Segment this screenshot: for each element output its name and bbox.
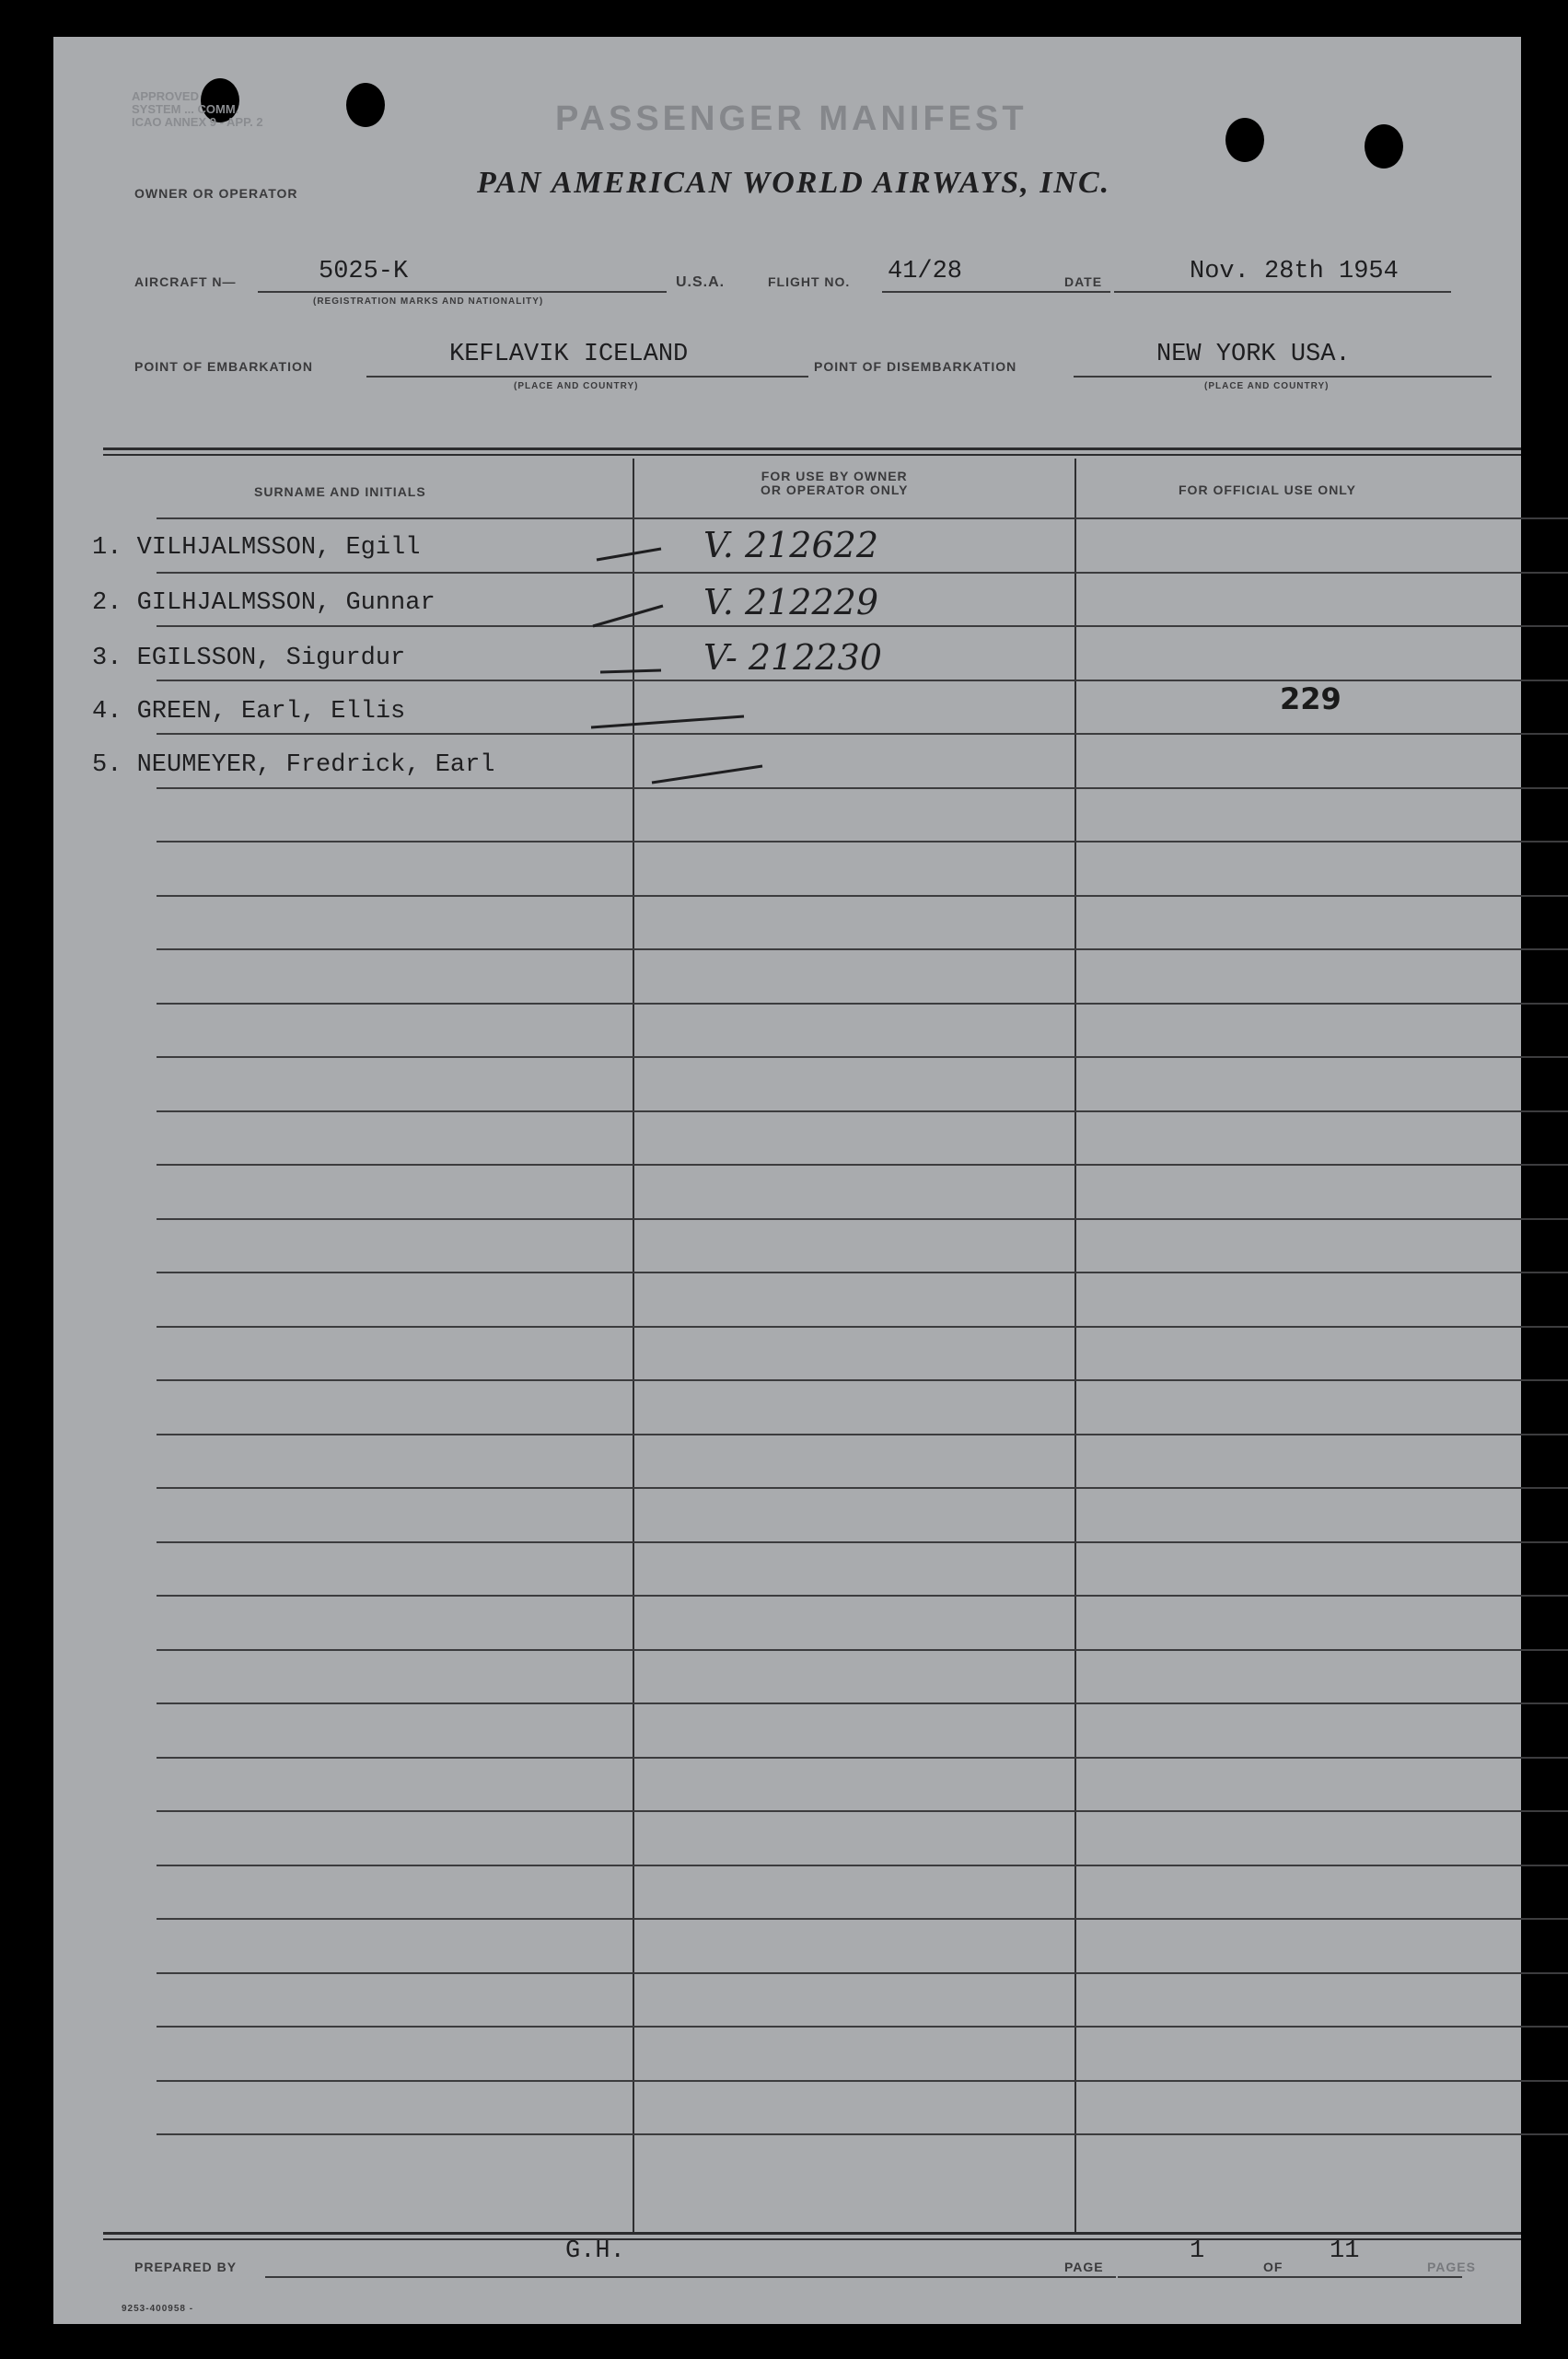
ruled-line	[157, 1003, 1568, 1005]
passenger-number: 5.	[92, 751, 122, 779]
passenger-name: NEUMEYER, Fredrick, Earl	[136, 751, 495, 779]
ruled-line	[157, 1757, 1568, 1759]
ruled-line	[157, 1379, 1568, 1381]
embarkation-sublabel: (PLACE AND COUNTRY)	[514, 381, 639, 391]
owner-note: V- 212230	[703, 637, 882, 678]
owner-label: OWNER OR OPERATOR	[134, 186, 298, 201]
flight-label: FLIGHT NO.	[768, 274, 851, 289]
date-label: DATE	[1064, 274, 1103, 289]
passenger-name: VILHJALMSSON, Egill	[136, 534, 421, 562]
ruled-line	[157, 2133, 1568, 2135]
table-top-rule	[103, 447, 1521, 450]
disembarkation-label: POINT OF DISEMBARKATION	[814, 359, 1017, 374]
ruled-line	[157, 1541, 1568, 1543]
prepared-underline	[265, 2276, 1116, 2278]
ruled-line	[157, 895, 1568, 897]
ruled-line	[157, 1487, 1568, 1489]
column-divider	[1074, 459, 1076, 2232]
of-label: OF	[1263, 2260, 1283, 2274]
form-code: 9253-400958 -	[122, 2304, 194, 2314]
check-stroke	[600, 670, 661, 672]
ruled-line	[157, 1164, 1568, 1166]
check-stroke	[591, 716, 744, 727]
page-value: 1	[1190, 2237, 1205, 2265]
of-underline	[1296, 2276, 1462, 2278]
ruled-line	[157, 1272, 1568, 1273]
passenger-row	[92, 751, 494, 779]
flight-underline	[882, 291, 1110, 293]
official-stamp: 229	[1280, 681, 1342, 716]
passenger-row	[92, 645, 405, 672]
passenger-row	[92, 534, 420, 562]
ruled-line	[157, 680, 1568, 681]
embarkation-label: POINT OF EMBARKATION	[134, 359, 313, 374]
prepared-value: G.H.	[565, 2237, 625, 2265]
ruled-line	[157, 517, 1568, 519]
ruled-line	[157, 1326, 1568, 1328]
page-underline	[1118, 2276, 1311, 2278]
ruled-line	[157, 625, 1568, 627]
approval-line: ICAO ANNEX 9 - APP. 2	[132, 115, 263, 129]
passenger-number: 3.	[92, 645, 122, 672]
pages-label: PAGES	[1427, 2260, 1476, 2274]
ruled-line	[157, 1056, 1568, 1058]
column-header-owner-use-line: FOR USE BY OWNER	[761, 469, 908, 483]
page-label: PAGE	[1064, 2260, 1104, 2274]
ruled-line	[157, 1918, 1568, 1920]
check-stroke	[593, 606, 663, 626]
table-top-rule	[103, 454, 1521, 456]
ruled-line	[157, 1110, 1568, 1112]
punch-hole	[346, 83, 385, 127]
check-stroke	[652, 766, 762, 783]
column-header-surname: SURNAME AND INITIALS	[254, 484, 426, 499]
date-underline	[1114, 291, 1451, 293]
passenger-name: GREEN, Earl, Ellis	[136, 698, 406, 726]
column-header-owner-use-line: OR OPERATOR ONLY	[761, 482, 909, 497]
manifest-sheet	[53, 37, 1521, 2324]
ruled-line	[157, 787, 1568, 789]
aircraft-country: U.S.A.	[676, 274, 726, 290]
column-header-official-use: FOR OFFICIAL USE ONLY	[1179, 482, 1356, 497]
ruled-line	[157, 733, 1568, 735]
ruled-line	[157, 1702, 1568, 1704]
form-title: PASSENGER MANIFEST	[555, 99, 1028, 138]
table-bottom-rule	[103, 2232, 1521, 2235]
aircraft-value: 5025-K	[319, 258, 409, 285]
disembarkation-underline	[1074, 376, 1492, 378]
flight-value: 41/28	[888, 258, 963, 285]
prepared-label-text: PREPARED BY	[134, 2260, 238, 2274]
punch-hole	[1225, 118, 1264, 162]
embarkation-underline	[366, 376, 808, 378]
passenger-name: EGILSSON, Sigurdur	[136, 645, 406, 672]
approval-note	[132, 90, 263, 129]
ruled-line	[157, 1434, 1568, 1435]
ruled-line	[157, 2080, 1568, 2082]
approval-line: SYSTEM ... COMM.	[132, 102, 239, 116]
date-value: Nov. 28th 1954	[1190, 258, 1399, 285]
check-stroke	[597, 549, 661, 560]
passenger-name: GILHJALMSSON, Gunnar	[136, 589, 436, 617]
owner-value: PAN AMERICAN WORLD AIRWAYS, INC.	[477, 166, 1111, 200]
passenger-number: 2.	[92, 589, 122, 617]
column-header-owner-use	[761, 470, 908, 497]
table-bottom-rule	[103, 2238, 1521, 2240]
disembarkation-sublabel: (PLACE AND COUNTRY)	[1204, 381, 1330, 391]
ruled-line	[157, 1595, 1568, 1597]
aircraft-sublabel: (REGISTRATION MARKS AND NATIONALITY)	[313, 296, 544, 307]
ruled-line	[157, 1810, 1568, 1812]
ruled-line	[157, 2026, 1568, 2028]
ruled-line	[157, 572, 1568, 574]
approval-line: APPROVED	[132, 89, 199, 103]
embarkation-value: KEFLAVIK ICELAND	[449, 341, 689, 368]
handwritten-check-marks	[587, 534, 799, 829]
owner-note: V. 212229	[703, 582, 879, 622]
of-value: 11	[1330, 2237, 1360, 2265]
aircraft-underline	[258, 291, 667, 293]
ruled-line	[157, 1649, 1568, 1651]
aircraft-label: AIRCRAFT N—	[134, 274, 237, 289]
ruled-line	[157, 948, 1568, 950]
passenger-number: 1.	[92, 534, 122, 562]
prepared-label	[134, 2260, 237, 2274]
ruled-line	[157, 1865, 1568, 1866]
punch-hole	[1365, 124, 1403, 168]
ruled-line	[157, 1218, 1568, 1220]
passenger-number: 4.	[92, 698, 122, 726]
owner-note: V. 212622	[703, 525, 879, 565]
passenger-row	[92, 698, 405, 726]
disembarkation-value: NEW YORK USA.	[1156, 341, 1351, 368]
passenger-row	[92, 589, 436, 617]
ruled-line	[157, 1972, 1568, 1974]
ruled-line	[157, 841, 1568, 842]
